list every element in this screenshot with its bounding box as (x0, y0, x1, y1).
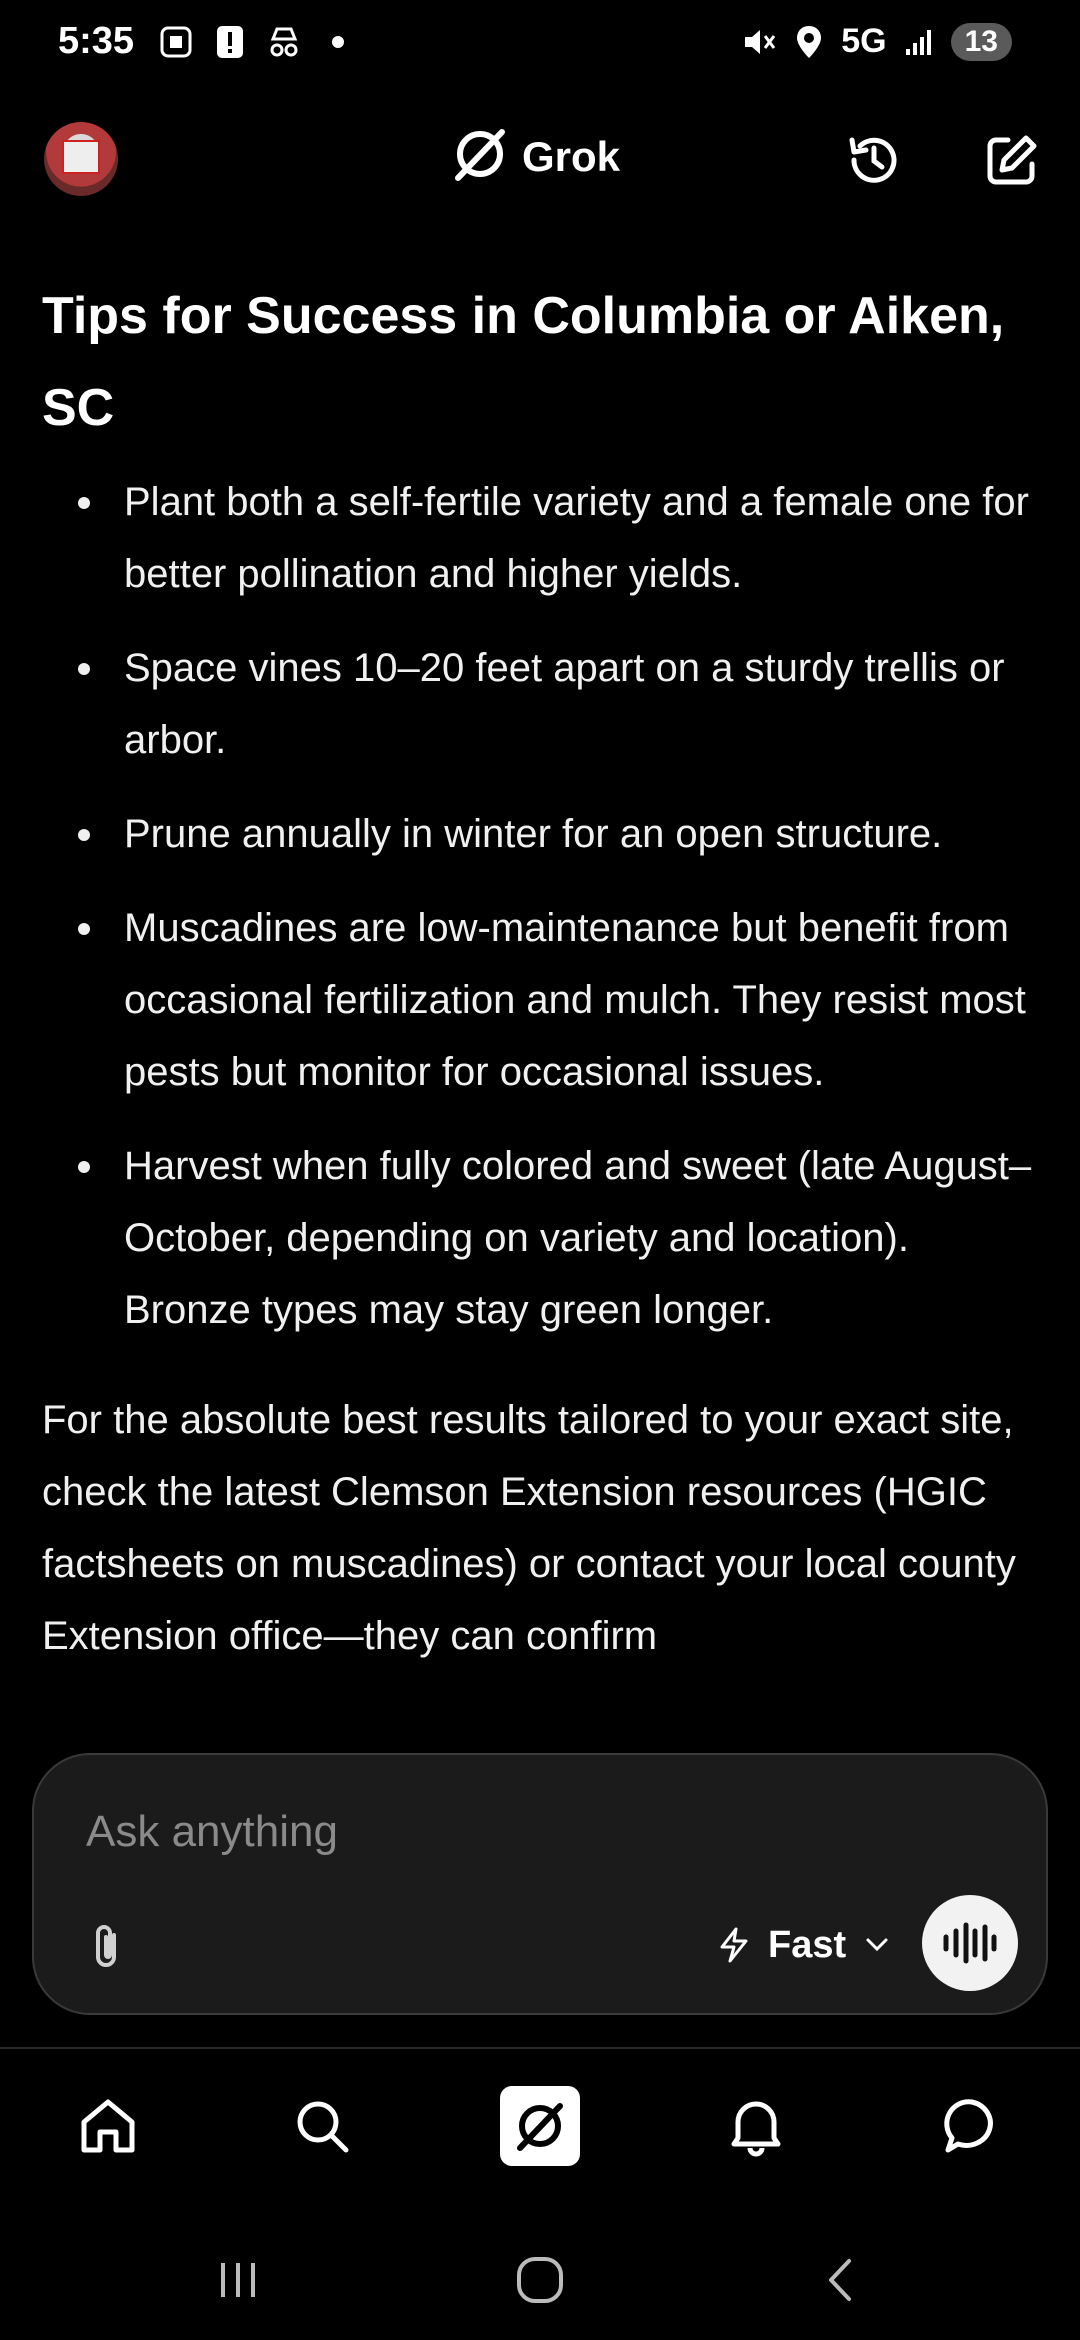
nav-grok[interactable] (500, 2086, 580, 2166)
back-button[interactable] (802, 2250, 882, 2310)
notifications-icon (724, 2094, 788, 2158)
tips-list (42, 466, 1042, 1346)
bottom-nav (0, 2050, 1080, 2200)
lightning-icon (714, 1925, 754, 1965)
app-title: Grok (522, 132, 621, 180)
history-button[interactable] (842, 128, 906, 192)
status-right (741, 22, 1012, 61)
paperclip-icon (86, 1923, 130, 1971)
list-item: Prune annually in winter for an open structure. (124, 798, 1042, 870)
avatar[interactable] (44, 122, 118, 196)
chevron-down-icon (860, 1928, 894, 1962)
list-item: Space vines 10–20 feet apart on a sturdy trellis or arbor. (124, 632, 1042, 776)
section-heading: Tips for Success in Columbia or Aiken, SC (42, 287, 1005, 437)
ask-input[interactable] (86, 1807, 986, 1857)
screenshot-icon (158, 24, 194, 60)
voice-waveform-icon (941, 1920, 999, 1966)
grok-icon (510, 2096, 570, 2156)
history-icon (844, 130, 904, 190)
app-header (0, 110, 1080, 210)
signal-icon (901, 24, 937, 60)
status-time: 5:35 (58, 20, 135, 62)
home-icon (76, 2094, 140, 2158)
mode-label: Fast (768, 1923, 847, 1966)
status-bar (0, 0, 1080, 90)
attach-button[interactable] (78, 1917, 138, 1977)
nav-home[interactable] (68, 2086, 148, 2166)
system-nav (0, 2220, 1080, 2340)
composer (32, 1753, 1048, 2015)
avatar-image (62, 140, 100, 174)
battery-level: 13 (951, 23, 1012, 61)
nav-search[interactable] (282, 2086, 362, 2166)
status-left-icons (158, 24, 356, 60)
edit-icon (982, 130, 1042, 190)
incognito-icon (266, 24, 302, 60)
system-home-button[interactable] (500, 2250, 580, 2310)
mode-selector[interactable] (714, 1913, 894, 1977)
voice-button[interactable] (922, 1895, 1018, 1991)
recents-button[interactable] (198, 2250, 278, 2310)
chat-response (42, 270, 1042, 1740)
back-icon (817, 2255, 867, 2305)
list-item: Plant both a self-fertile variety and a female one for better pollination and higher yields. (124, 466, 1042, 610)
nav-notifications[interactable] (716, 2086, 796, 2166)
location-icon (791, 24, 827, 60)
messages-icon (940, 2094, 1004, 2158)
list-item: Harvest when fully colored and sweet (late August–October, depending on variety and location). Bronze types may stay green longer. (124, 1130, 1042, 1346)
new-chat-button[interactable] (980, 128, 1044, 192)
nav-messages[interactable] (932, 2086, 1012, 2166)
alert-icon (212, 24, 248, 60)
home-circle-icon (513, 2253, 567, 2307)
mute-icon (741, 24, 777, 60)
list-item: Muscadines are low-maintenance but benefit from occasional fertilization and mulch. They resist most pests but monitor for occasional issues. (124, 892, 1042, 1108)
nav-divider (0, 2047, 1080, 2049)
response-paragraph: For the absolute best results tailored to your exact site, check the latest Clemson Extension resources (HGIC factsheets on muscadines) or contact your local county Extension office—they can confirm (42, 1398, 1016, 1658)
search-icon (290, 2094, 354, 2158)
grok-logo-icon (450, 124, 510, 189)
dot-icon (320, 24, 356, 60)
brand (450, 124, 620, 189)
recents-icon (213, 2255, 263, 2305)
network-type: 5G (841, 22, 887, 60)
